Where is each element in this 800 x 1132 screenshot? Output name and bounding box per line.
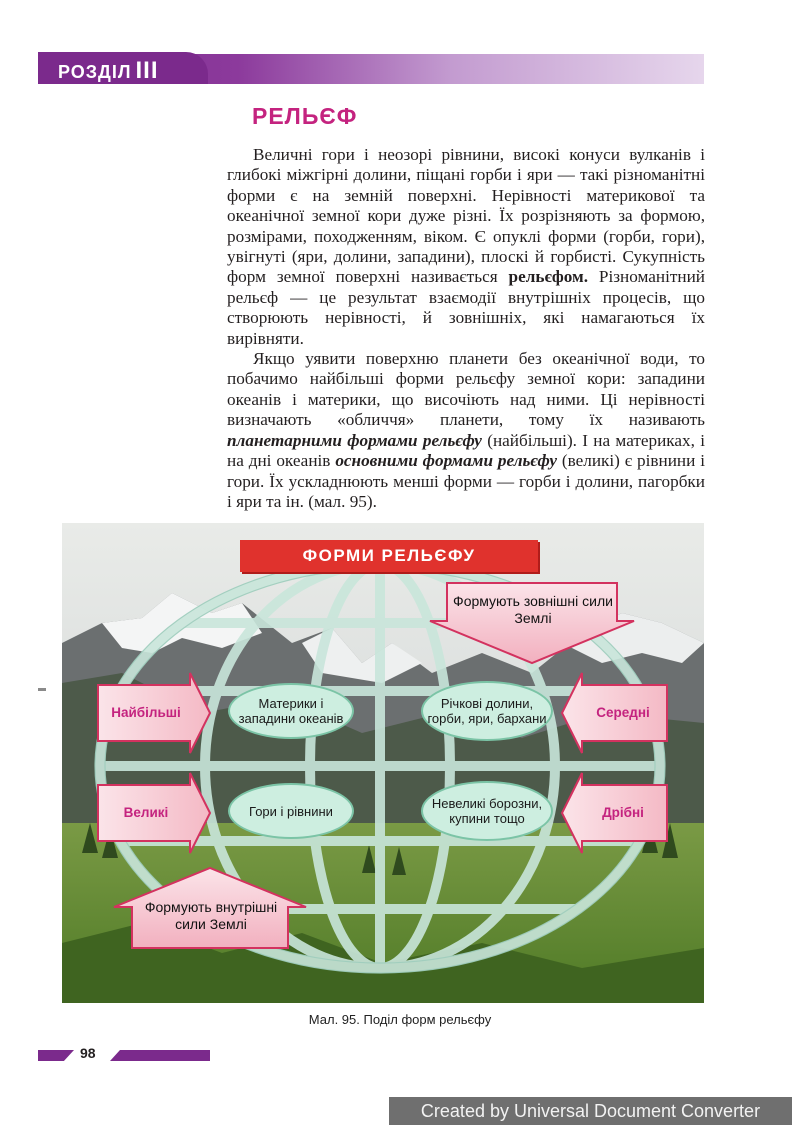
- figure-caption: Мал. 95. Поділ форм рельєфу: [308, 1012, 492, 1027]
- footer-bar-right: [110, 1050, 210, 1061]
- label-largest: Найбільші: [111, 705, 181, 720]
- label-large: Великі: [123, 805, 169, 820]
- label-small: Дрібні: [602, 805, 644, 820]
- ellipse-planetary-forms: Материки і западини океанів: [228, 683, 354, 739]
- figure-title: ФОРМИ РЕЛЬЄФУ: [240, 540, 538, 572]
- margin-mark: [38, 688, 46, 691]
- internal-forces-label: Формують внутрішні сили Землі: [144, 899, 278, 932]
- converter-watermark: Created by Universal Document Converter: [389, 1097, 792, 1125]
- section-numeral: III: [135, 57, 159, 84]
- paragraph-1: Величні гори і неозорі рівнини, високі конуси вулканів і глибокі міжгірні долини, піщані горби і яри — такі різноманітні форми є на земній поверхні. Нерівності материкової та океанічної земної кори дуже різні. Їх розрізняють за формою, розмірами, походженням, віком. Є опуклі форми (горби, гори), увігнуті (яри, долини, западини), плоскі й горбисті. Сукупність форм земної поверхні називається рельєфом. Різноманітний рельєф — це результат взаємодії внутрішніх процесів, що створюють нерівності, й зовнішніх, які намагаються їх вирівняти.: [227, 145, 705, 348]
- relief-forms-figure: [62, 523, 704, 1003]
- term-basic: основними формами рельєфу: [335, 451, 557, 471]
- ellipse-basic-forms: Гори і рівнини: [228, 783, 354, 839]
- ellipse-small-forms: Невеликі борозни, купини тощо: [421, 781, 553, 841]
- paragraph-2: Якщо уявити поверхню планети без океанічної води, то побачимо найбільші форми рельєфу земної кори: западини океанів і материки, що височіють над ними. Ці нерівності визначають «обличчя» планети, тому їх називають планетарними формами рельєфу (найбільші). І на материках, і на дні океанів основними формами рельєфу (великі) є рівнини і гори. Їх ускладнюють менші форми — горби і долини, пагорбки і яри та ін. (мал. 95).: [227, 349, 705, 511]
- label-medium: Середні: [596, 705, 650, 720]
- page-number: 98: [80, 1045, 96, 1061]
- section-word: РОЗДІЛ: [58, 62, 132, 82]
- page-title: РЕЛЬЄФ: [252, 103, 358, 129]
- external-forces-label: Формують зовнішні сили Землі: [453, 593, 613, 626]
- ellipse-medium-forms: Річкові долини, горби, яри, бархани: [421, 681, 553, 741]
- footer-bar-left: [38, 1050, 74, 1061]
- term-relief: рельєфом.: [508, 267, 589, 287]
- term-planetary: планетарними формами рельєфу: [227, 430, 482, 450]
- body-text: [227, 145, 705, 512]
- section-heading: [58, 57, 159, 85]
